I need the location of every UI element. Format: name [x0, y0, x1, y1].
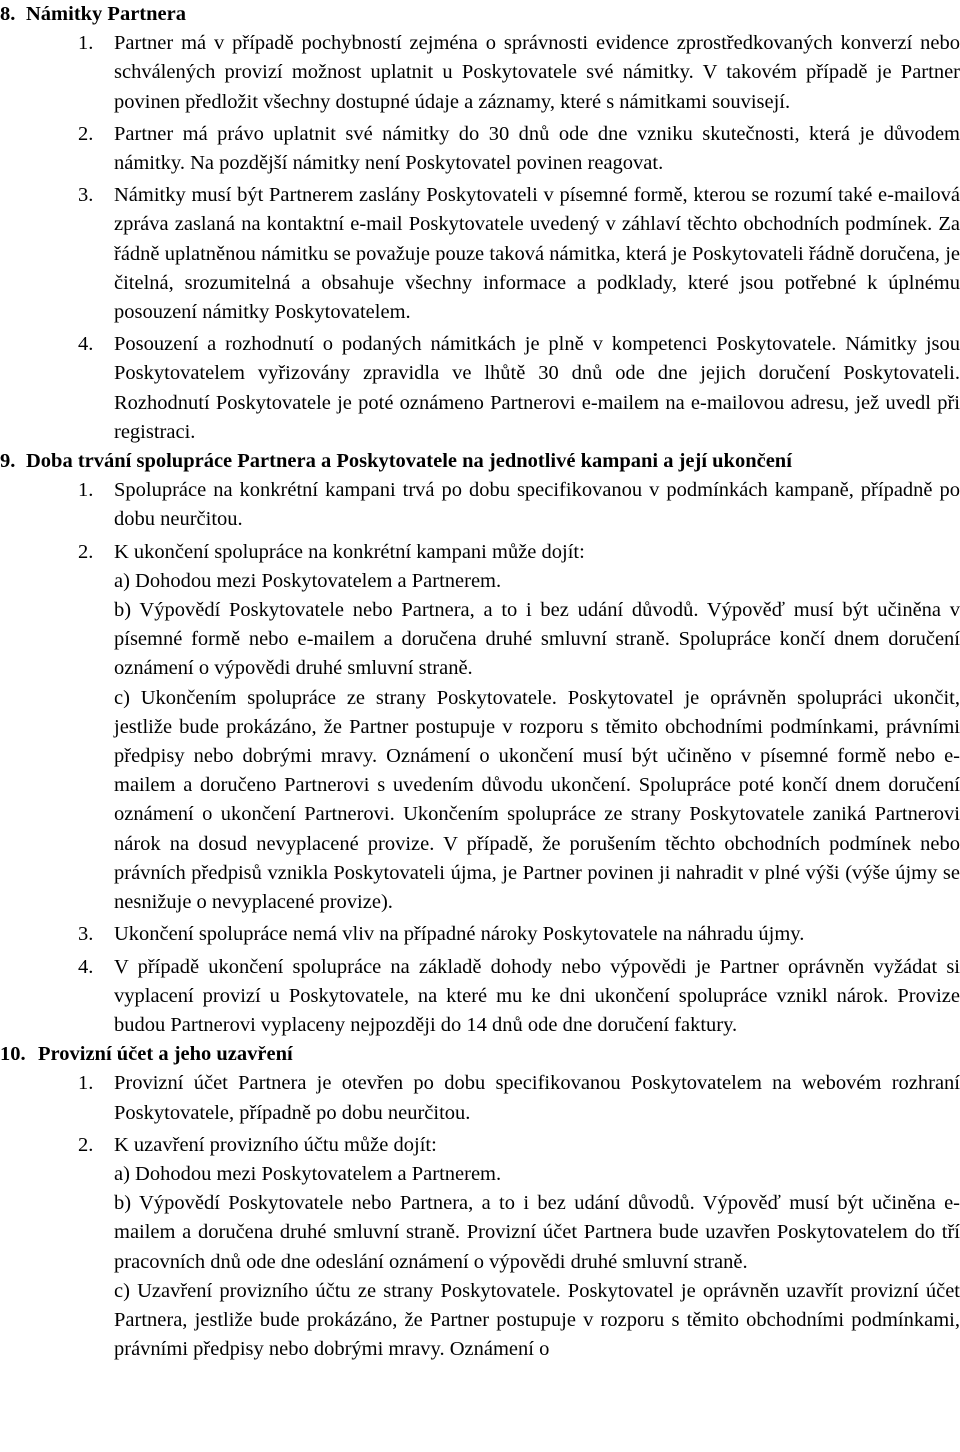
item-number: 3.	[78, 923, 94, 946]
item-paragraph: Provizní účet Partnera je otevřen po dobu specifikovanou Poskytovatelem na webovém rozhraní Poskytovatele, případně po dobu neurčitou.	[114, 1072, 960, 1124]
item-number: 2.	[78, 122, 94, 145]
section-number: 8.	[0, 3, 16, 25]
list-item	[0, 120, 960, 178]
list-item	[0, 953, 960, 1041]
list-item	[0, 920, 960, 949]
item-paragraph: a) Dohodou mezi Poskytovatelem a Partnerem.	[114, 1162, 502, 1185]
section-title: Provizní účet a jeho uzavření	[38, 1043, 293, 1066]
section-items	[0, 1069, 960, 1364]
list-item	[0, 538, 960, 918]
section-heading	[0, 1040, 960, 1069]
item-paragraph: Partner má v případě pochybností zejména o správnosti evidence zprostředkovaných konverzí nebo schválených provizí možnost uplatnit u Poskytovatele své námitky. V takovém případě je Partner povinen předložit všechny dostupné údaje a záznamy, které s námitkami souvisejí.	[114, 32, 960, 113]
item-paragraph: Partner má právo uplatnit své námitky do 30 dnů ode dne vzniku skutečnosti, která je důvodem námitky. Na pozdější námitky není Poskytovatel povinen reagovat.	[114, 122, 960, 175]
item-paragraph: c) Ukončením spolupráce ze strany Poskytovatele. Poskytovatel je oprávněn spolupráci ukončit, jestliže bude prokázáno, že Partner postupuje v rozporu s těmito obchodními podmínkami, právními předpisy nebo dobrými mravy. Oznámení o ukončení musí být učiněno v písemné formě nebo e-mailem a doručeno Partnerovi s uvedením důvodu ukončení. Spolupráce poté končí dnem doručení oznámení o ukončení Partnerovi. Ukončením spolupráce ze strany Poskytovatele zaniká Partnerovi nárok na dosud nevyplacené provize. V případě, že porušením těchto obchodních podmínek nebo právních předpisů vznikla Poskytovateli újma, je Partner povinen ji nahradit v plné výši (výše újmy se nesnižuje o nevyplacené provize).	[114, 686, 960, 914]
list-item	[0, 330, 960, 447]
list-item	[0, 29, 960, 117]
item-number: 4.	[78, 955, 94, 978]
item-paragraph: a) Dohodou mezi Poskytovatelem a Partnerem.	[114, 569, 502, 592]
section-number: 10.	[0, 1043, 26, 1066]
item-paragraph: c) Uzavření provizního účtu ze strany Poskytovatele. Poskytovatel je oprávněn uzavřít provizní účet Partnera, jestliže bude prokázáno, že Partner postupuje v rozporu s těmito obchodními podmínkami, právními předpisy nebo dobrými mravy. Oznámení o	[114, 1279, 960, 1361]
list-item	[0, 476, 960, 534]
section-items	[0, 476, 960, 1040]
section-heading	[0, 0, 960, 29]
item-paragraph: Ukončení spolupráce nemá vliv na případné nároky Poskytovatele na náhradu újmy.	[114, 923, 805, 946]
item-number: 1.	[78, 479, 94, 502]
item-paragraph: b) Výpovědí Poskytovatele nebo Partnera, a to i bez udání důvodů. Výpověď musí být učiněna e-mailem a doručena druhé smluvní straně. Provizní účet Partnera bude uzavřen Poskytovatelem do tří pracovních dnů ode dne odeslání oznámení o výpovědi druhé smluvní straně.	[114, 1192, 960, 1273]
list-item	[0, 181, 960, 327]
item-number: 1.	[78, 1072, 94, 1095]
item-paragraph: Námitky musí být Partnerem zaslány Poskytovateli v písemné formě, kterou se rozumí také e-mailová zpráva zaslaná na kontaktní e-mail Poskytovatele uvedený v záhlaví těchto obchodních podmínek. Za řádně uplatněnou námitku se považuje pouze taková námitka, která je Poskytovateli řádně doručena, je čitelná, srozumitelná a obsahuje všechny informace a podklady, které jsou potřebné k úplnému posouzení námitky Poskytovatelem.	[114, 184, 960, 324]
item-number: 2.	[78, 540, 94, 563]
item-paragraph: b) Výpovědí Poskytovatele nebo Partnera, a to i bez udání důvodů. Výpověď musí být učiněna v písemné formě nebo e-mailem a doručena druhé smluvní straně. Spolupráce končí dnem doručení oznámení o výpovědi druhé smluvní straně.	[114, 599, 960, 680]
item-number: 2.	[78, 1133, 94, 1156]
section-title: Doba trvání spolupráce Partnera a Poskytovatele na jednotlivé kampani a její ukončení	[26, 450, 792, 473]
section-title: Námitky Partnera	[26, 3, 186, 25]
item-paragraph: K uzavření provizního účtu může dojít:	[114, 1133, 437, 1156]
section-number: 9.	[0, 450, 16, 473]
item-paragraph: K ukončení spolupráce na konkrétní kampani může dojít:	[114, 540, 585, 563]
item-number: 3.	[78, 184, 94, 207]
item-number: 4.	[78, 333, 94, 356]
section-items	[0, 29, 960, 447]
item-number: 1.	[78, 32, 94, 55]
list-item	[0, 1131, 960, 1365]
item-paragraph: Posouzení a rozhodnutí o podaných námitkách je plně v kompetenci Poskytovatele. Námitky jsou Poskytovatelem vyřizovány zpravidla ve lhůtě 30 dnů ode dne jejich doručení Poskytovateli. Rozhodnutí Poskytovatele je poté oznámeno Partnerovi e-mailem na e-mailovou adresu, jež uvedl při registraci.	[114, 333, 960, 443]
list-item	[0, 1069, 960, 1127]
item-paragraph: V případě ukončení spolupráce na základě dohody nebo výpovědi je Partner oprávněn vyžádat si vyplacení provizí u Poskytovatele, na které mu ke dni ukončení spolupráce vznikl nárok. Provize budou Partnerovi vyplaceny nejpozději do 14 dnů ode dne doručení faktury.	[114, 955, 960, 1036]
item-paragraph: Spolupráce na konkrétní kampani trvá po dobu specifikovanou v podmínkách kampaně, případně po dobu neurčitou.	[114, 479, 960, 531]
section-heading	[0, 447, 960, 476]
